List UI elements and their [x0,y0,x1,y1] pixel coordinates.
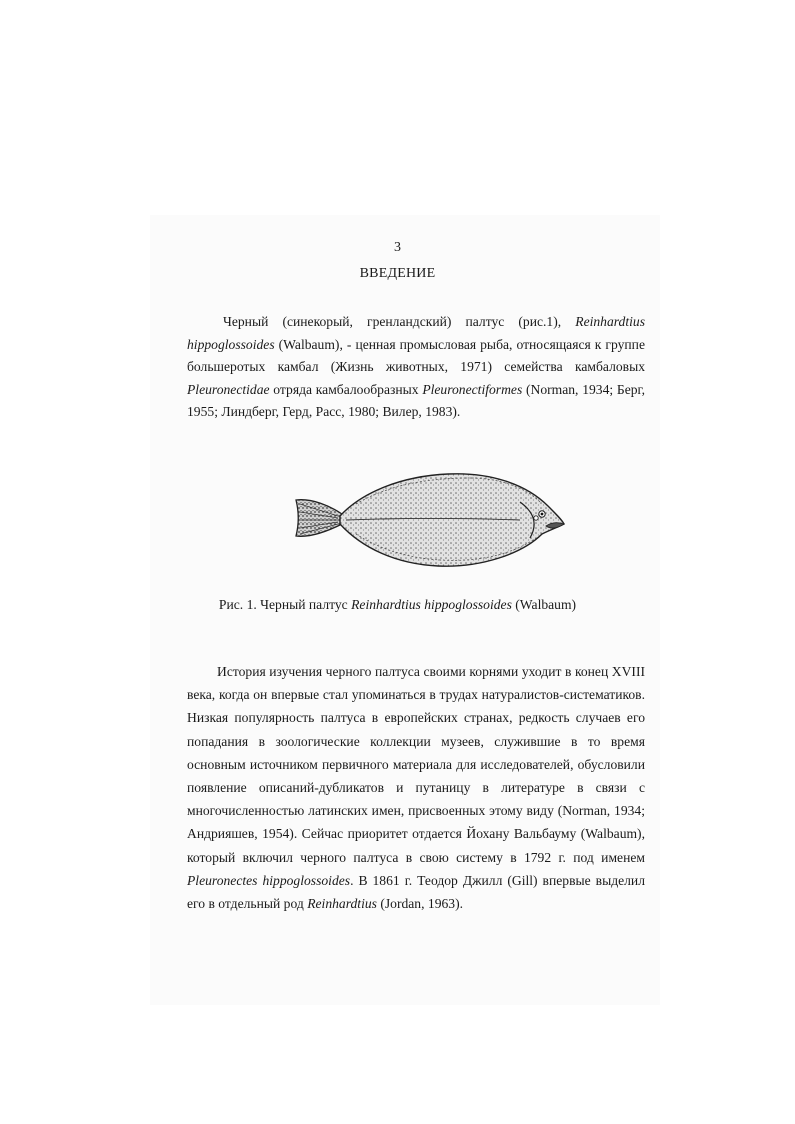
history-paragraph [187,660,645,915]
intro-text-3: отряда камбалообразных [269,381,423,397]
history-genus-reinhardtius: Reinhardtius [307,896,377,912]
caption-species-name: Reinhardtius hippoglossoides [351,597,512,612]
intro-text-1: Черный (синекорый, гренландский) палтус (рис.1), [223,314,576,329]
caption-prefix: Рис. 1. Черный палтус [218,597,352,612]
history-text-3: (Jordan, 1963). [376,896,464,912]
halibut-fish-icon [290,462,570,577]
intro-text-2: (Walbaum), - ценная промысловая рыба, относящаяся к группе большеротых камбал (Жизнь животных, 1971) семейства камбаловых [187,336,645,375]
intro-family-name: Pleuronectidae [187,381,270,397]
history-text-2: . В 1861 г. Теодор Джилл (Gill) впервые выделил его в отдельный род [187,872,645,912]
intro-species-name: Reinhardtius hippoglossoides [187,314,645,352]
intro-paragraph [187,311,645,424]
intro-order-name: Pleuronectiformes [422,381,523,397]
history-text-1: История изучения черного палтуса своими корнями уходит в конец XVIII века, когда он впервые стал упоминаться в трудах натуралистов-систематиков. Низкая популярность палтуса в европейских странах, редкость случаев его попадания в зоологические коллекции музеев, служившие в то время основным источником первичного материала для исследователей, обусловили появление описаний-дубликатов и путаницу в литературе в связи с многочисленностью латинских имен, присвоенных этому виду (Norman, 1934; Андрияшев, 1954). Сейчас приоритет отдается Йохану Вальбауму (Walbaum), который включил черного палтуса в свою систему в 1792 г. под именем [187,664,645,865]
intro-text-4: (Norman, 1934; Берг, 1955; Линдберг, Герд, Расс, 1980; Вилер, 1983). [187,381,645,420]
history-genus-pleuronectes: Pleuronectes hippoglossoides [187,872,351,888]
caption-suffix: (Walbaum) [511,597,577,612]
section-title: ВВЕДЕНИЕ [359,266,436,281]
figure-caption [0,597,795,613]
page-number: 3 [394,240,401,255]
